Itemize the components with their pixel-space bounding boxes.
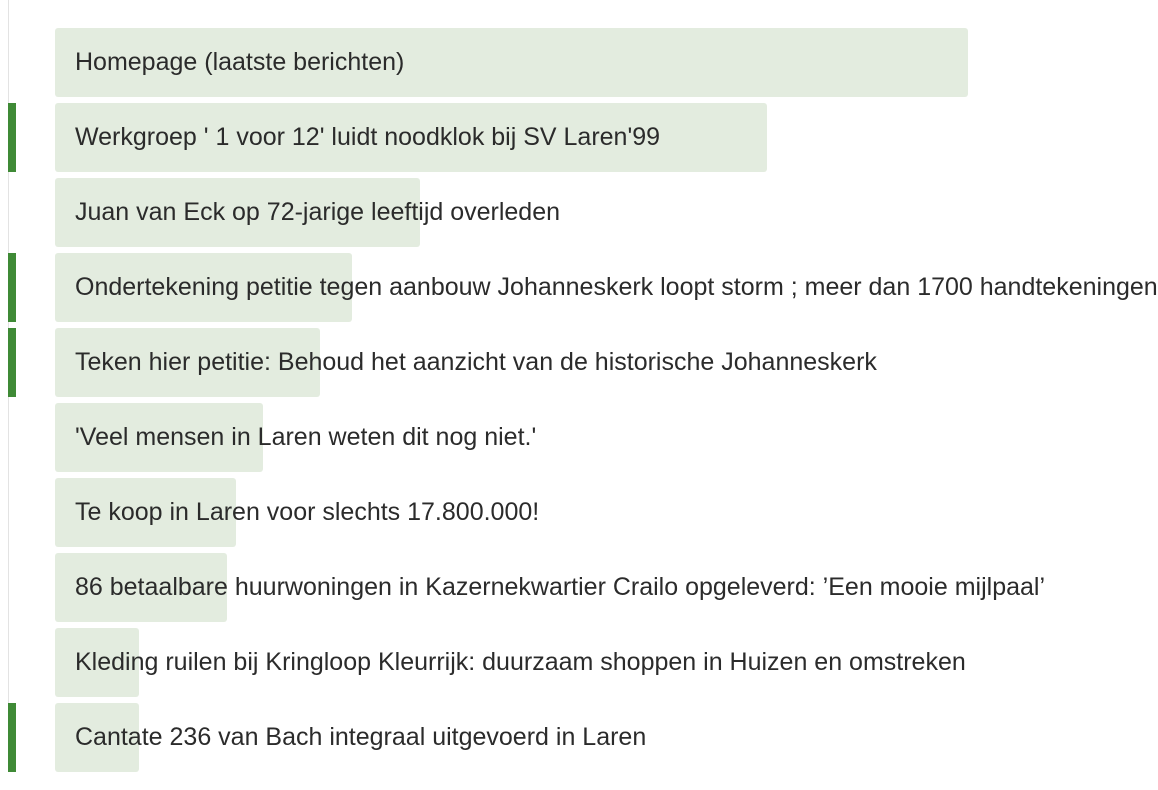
list-item[interactable] — [0, 178, 1024, 247]
list-item[interactable] — [0, 253, 1158, 322]
row-label[interactable]: 86 betaalbare huurwoningen in Kazernekwartier Crailo opgeleverd: ’Een mooie mijlpaal’ — [75, 573, 1046, 601]
list-item[interactable] — [0, 328, 1024, 397]
row-label[interactable]: Kleding ruilen bij Kringloop Kleurrijk: duurzaam shoppen in Huizen en omstreken — [75, 648, 966, 676]
list-item[interactable] — [0, 703, 1024, 772]
top-pages-list — [0, 28, 1158, 778]
row-accent-bar — [8, 103, 16, 172]
list-item[interactable] — [0, 628, 1024, 697]
row-label[interactable]: Cantate 236 van Bach integraal uitgevoerd in Laren — [75, 723, 647, 751]
row-accent-bar — [8, 328, 16, 397]
list-item[interactable] — [0, 103, 1024, 172]
row-label[interactable]: 'Veel mensen in Laren weten dit nog niet.' — [75, 423, 537, 451]
list-item[interactable] — [0, 28, 1024, 97]
list-item[interactable] — [0, 553, 1046, 622]
list-item[interactable] — [0, 403, 1024, 472]
row-accent-bar — [8, 253, 16, 322]
row-label[interactable]: Ondertekening petitie tegen aanbouw Johanneskerk loopt storm ; meer dan 1700 handtekeningen — [75, 273, 1158, 301]
row-label[interactable]: Homepage (laatste berichten) — [75, 48, 405, 76]
row-label[interactable]: Werkgroep ' 1 voor 12' luidt noodklok bij SV Laren'99 — [75, 123, 661, 151]
row-accent-bar — [8, 703, 16, 772]
row-label[interactable]: Te koop in Laren voor slechts 17.800.000! — [75, 498, 540, 526]
row-label[interactable]: Juan van Eck op 72-jarige leeftijd overleden — [75, 198, 561, 226]
list-item[interactable] — [0, 478, 1024, 547]
row-label[interactable]: Teken hier petitie: Behoud het aanzicht van de historische Johanneskerk — [75, 348, 877, 376]
